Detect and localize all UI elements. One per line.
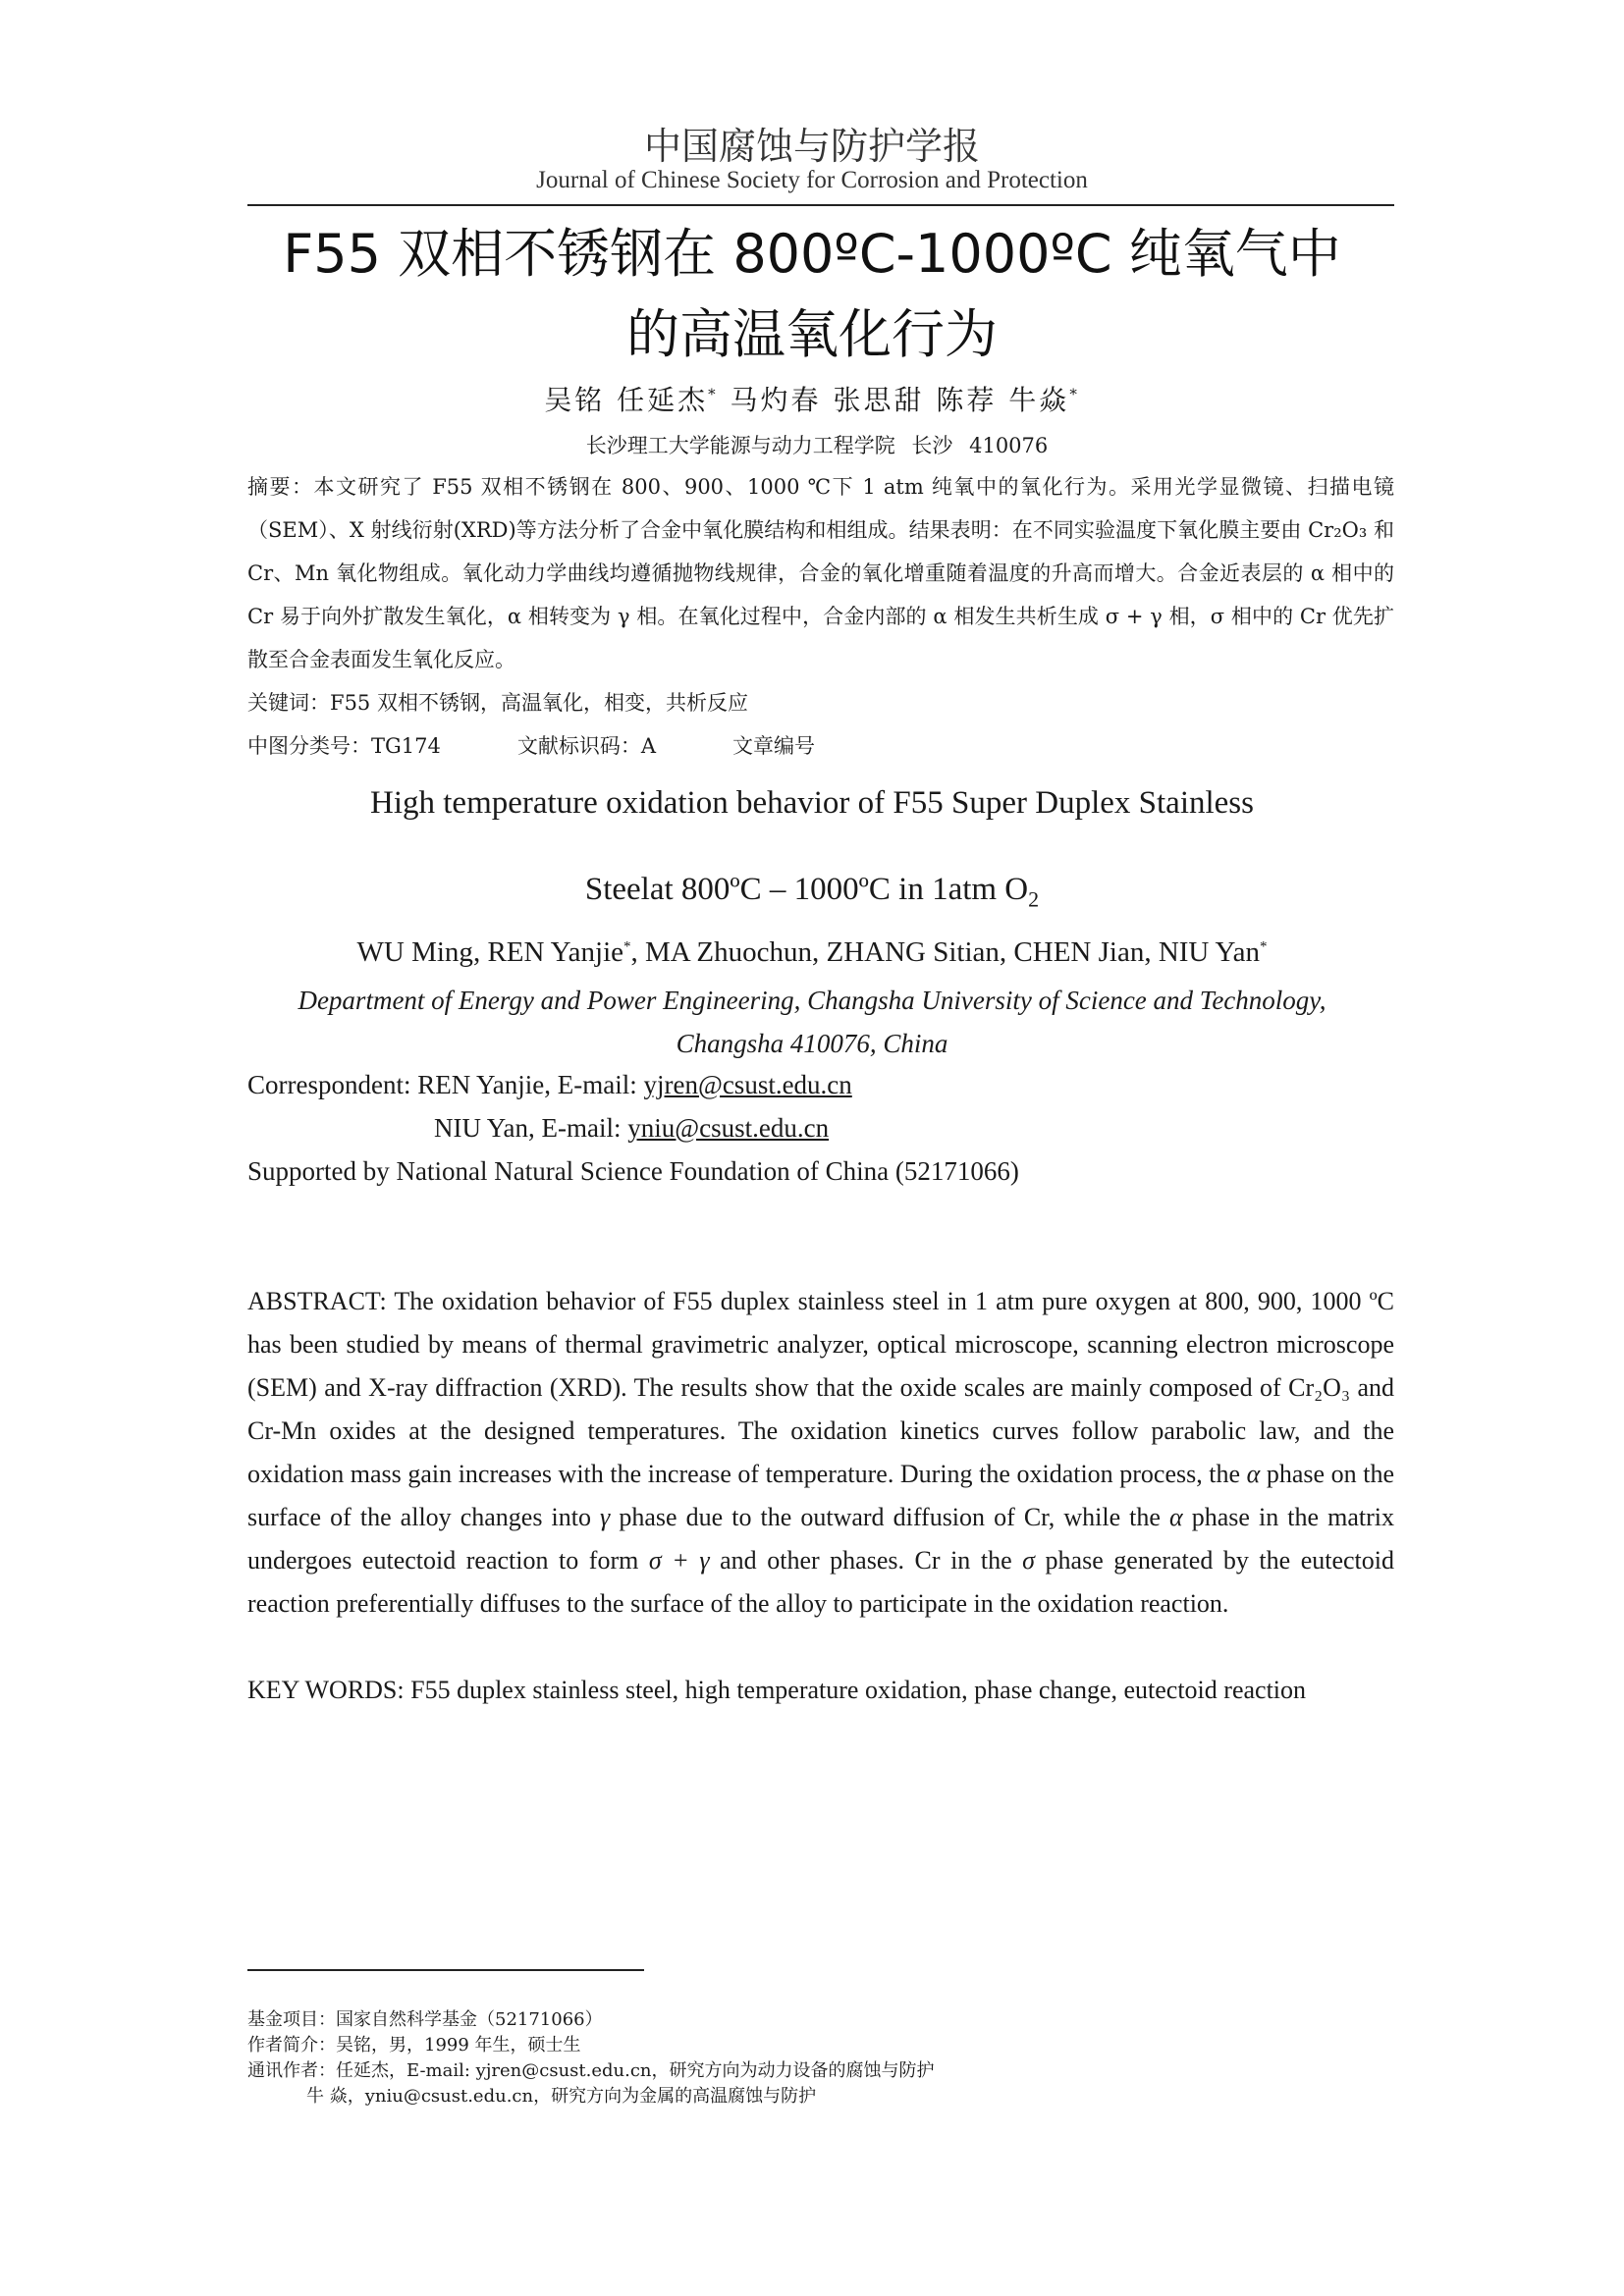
abstract-text: phase on the surface of the alloy changes into xyxy=(247,1460,1395,1531)
author-name: ZHANG Sitian xyxy=(826,936,1000,968)
title-en-subscript: 2 xyxy=(1028,886,1040,912)
author-name: 张思甜 xyxy=(833,384,925,416)
author-name: REN Yanjie xyxy=(487,936,624,968)
clc-number: 中图分类号：TG174 xyxy=(247,734,441,758)
author-name: NIU Yan xyxy=(1158,936,1260,968)
affiliation-name: 长沙理工大学能源与动力工程学院 xyxy=(585,434,895,457)
document-code: 文献标识码：A xyxy=(516,734,657,758)
author-name: 任延杰 xyxy=(617,384,709,416)
author-name: CHEN Jian xyxy=(1013,936,1145,968)
corresponding-mark: * xyxy=(623,938,631,955)
keywords-en: KEY WORDS: F55 duplex stainless steel, high temperature oxidation, phase change, eutectoid reaction xyxy=(247,1676,1307,1704)
footnote-corresponding-2: 牛 焱，yniu@csust.edu.cn，研究方向为金属的高温腐蚀与防护 xyxy=(306,2086,817,2107)
correspondent-line-1 xyxy=(247,1070,852,1100)
title-line-2: 的高温氧化行为 xyxy=(626,303,998,365)
abstract-text: phase generated by the eutectoid reaction preferentially diffuses to the surface of the alloy to participate in the oxidation reaction. xyxy=(247,1546,1395,1618)
footnote-corresponding-1: 通讯作者：任延杰，E-mail: yjren@csust.edu.cn，研究方向为动力设备的腐蚀与防护 xyxy=(247,2060,935,2081)
classification-line xyxy=(247,724,1394,768)
abstract-text: phase due to the outward diffusion of Cr, while the xyxy=(610,1503,1170,1531)
greek-symbol: σ + γ xyxy=(648,1546,710,1575)
greek-symbol: α xyxy=(1169,1503,1183,1531)
corresponding-mark: * xyxy=(1069,385,1080,403)
title-en-text: Steelat 800ºC – 1000ºC in 1atm O xyxy=(584,872,1029,907)
affiliation-postcode: 410076 xyxy=(969,434,1049,457)
abstract-text: and other phases. Cr in the xyxy=(709,1546,1023,1575)
footnote-divider xyxy=(247,1969,644,1971)
author-name: MA Zhuochun xyxy=(645,936,812,968)
author-name: WU Ming xyxy=(356,936,473,968)
author-name: 牛焱 xyxy=(1008,384,1070,416)
affiliation-en-line-2: Changsha 410076, China xyxy=(676,1029,948,1058)
greek-symbol: σ xyxy=(1022,1546,1035,1575)
paper-title-cn xyxy=(196,214,1428,375)
footnote-author-bio: 作者简介：吴铭，男，1999 年生，硕士生 xyxy=(247,2035,581,2056)
affiliation-city: 长沙 xyxy=(911,434,953,457)
author-list-cn xyxy=(0,379,1624,418)
affiliation-en-line-1: Department of Energy and Power Engineering, Changsha University of Science and Technology, xyxy=(298,986,1326,1015)
corresponding-mark: * xyxy=(1259,938,1268,955)
abstract-text: phase in the matrix undergoes eutectoid reaction to form xyxy=(247,1503,1394,1575)
funding-statement: Supported by National Natural Science Foundation of China (52171066) xyxy=(247,1156,1019,1186)
article-number: 文章编号 xyxy=(732,734,816,758)
abstract-en xyxy=(247,1280,1394,1626)
affiliation-cn xyxy=(0,430,1624,459)
corresponding-mark: * xyxy=(708,385,719,403)
header-divider xyxy=(247,204,1394,206)
author-name: 吴铭 xyxy=(544,384,606,416)
title-line-1: F55 双相不锈钢在 800ºC-1000ºC 纯氧气中 xyxy=(283,223,1341,285)
paper-title-en-line-1: High temperature oxidation behavior of F55 Super Duplex Stainless xyxy=(370,785,1254,821)
paper-title-en-line-2 xyxy=(0,872,1624,913)
correspondent-label: Correspondent: xyxy=(247,1070,418,1099)
greek-symbol: α xyxy=(1246,1460,1261,1488)
keywords-cn: 关键词：F55 双相不锈钢，高温氧化，相变，共析反应 xyxy=(247,691,748,715)
footnote-funding: 基金项目：国家自然科学基金（52171066） xyxy=(247,2009,603,2030)
author-list-en: WU Ming, REN Yanjie*, MA Zhuochun, ZHANG Sitian, CHEN Jian, NIU Yan* xyxy=(356,936,1268,968)
correspondent-line-2 xyxy=(434,1113,829,1144)
journal-name-en: Journal of Chinese Society for Corrosion and Protection xyxy=(536,167,1088,193)
journal-name-cn: 中国腐蚀与防护学报 xyxy=(643,125,980,168)
author-name: 马灼春 xyxy=(730,384,822,416)
email-link[interactable]: yjren@csust.edu.cn xyxy=(643,1070,852,1099)
email-link[interactable]: yniu@csust.edu.cn xyxy=(627,1113,830,1143)
correspondent-name: REN Yanjie, E-mail: xyxy=(417,1070,644,1099)
abstract-text: ABSTRACT: The oxidation behavior of F55 duplex stainless steel in 1 atm pure oxygen at 800, 900, 1000 ºC has been studied by means of thermal gravimetric analyzer, optical microscope, scanning electron microscope (SEM) and X-ray diffraction (XRD). The results show that the oxide scales are mainly composed of Cr₂O₃ and Cr-Mn oxides at the designed temperatures. The oxidation kinetics curves follow parabolic law, and the oxidation mass gain increases with the increase of temperature. During the oxidation process, the xyxy=(247,1287,1394,1488)
abstract-cn: 摘要：本文研究了 F55 双相不锈钢在 800、900、1000 ℃下 1 atm 纯氧中的氧化行为。采用光学显微镜、扫描电镜（SEM）、X 射线衍射(XRD)等方法分析了合金中氧化膜结构和相组成。结果表明：在不同实验温度下氧化膜主要由 Cr₂O₃ 和 Cr、Mn 氧化物组成。氧化动力学曲线均遵循抛物线规律，合金的氧化增重随着温度的升高而增大。合金近表层的 α 相中的 Cr 易于向外扩散发生氧化，α 相转变为 γ 相。在氧化过程中，合金内部的 α 相发生共析生成 σ + γ 相，σ 相中的 Cr 优先扩散至合金表面发生氧化反应。 xyxy=(247,475,1394,671)
greek-symbol: γ xyxy=(600,1503,611,1531)
author-name: 陈荐 xyxy=(936,384,998,416)
correspondent-name: NIU Yan, E-mail: xyxy=(434,1113,628,1143)
